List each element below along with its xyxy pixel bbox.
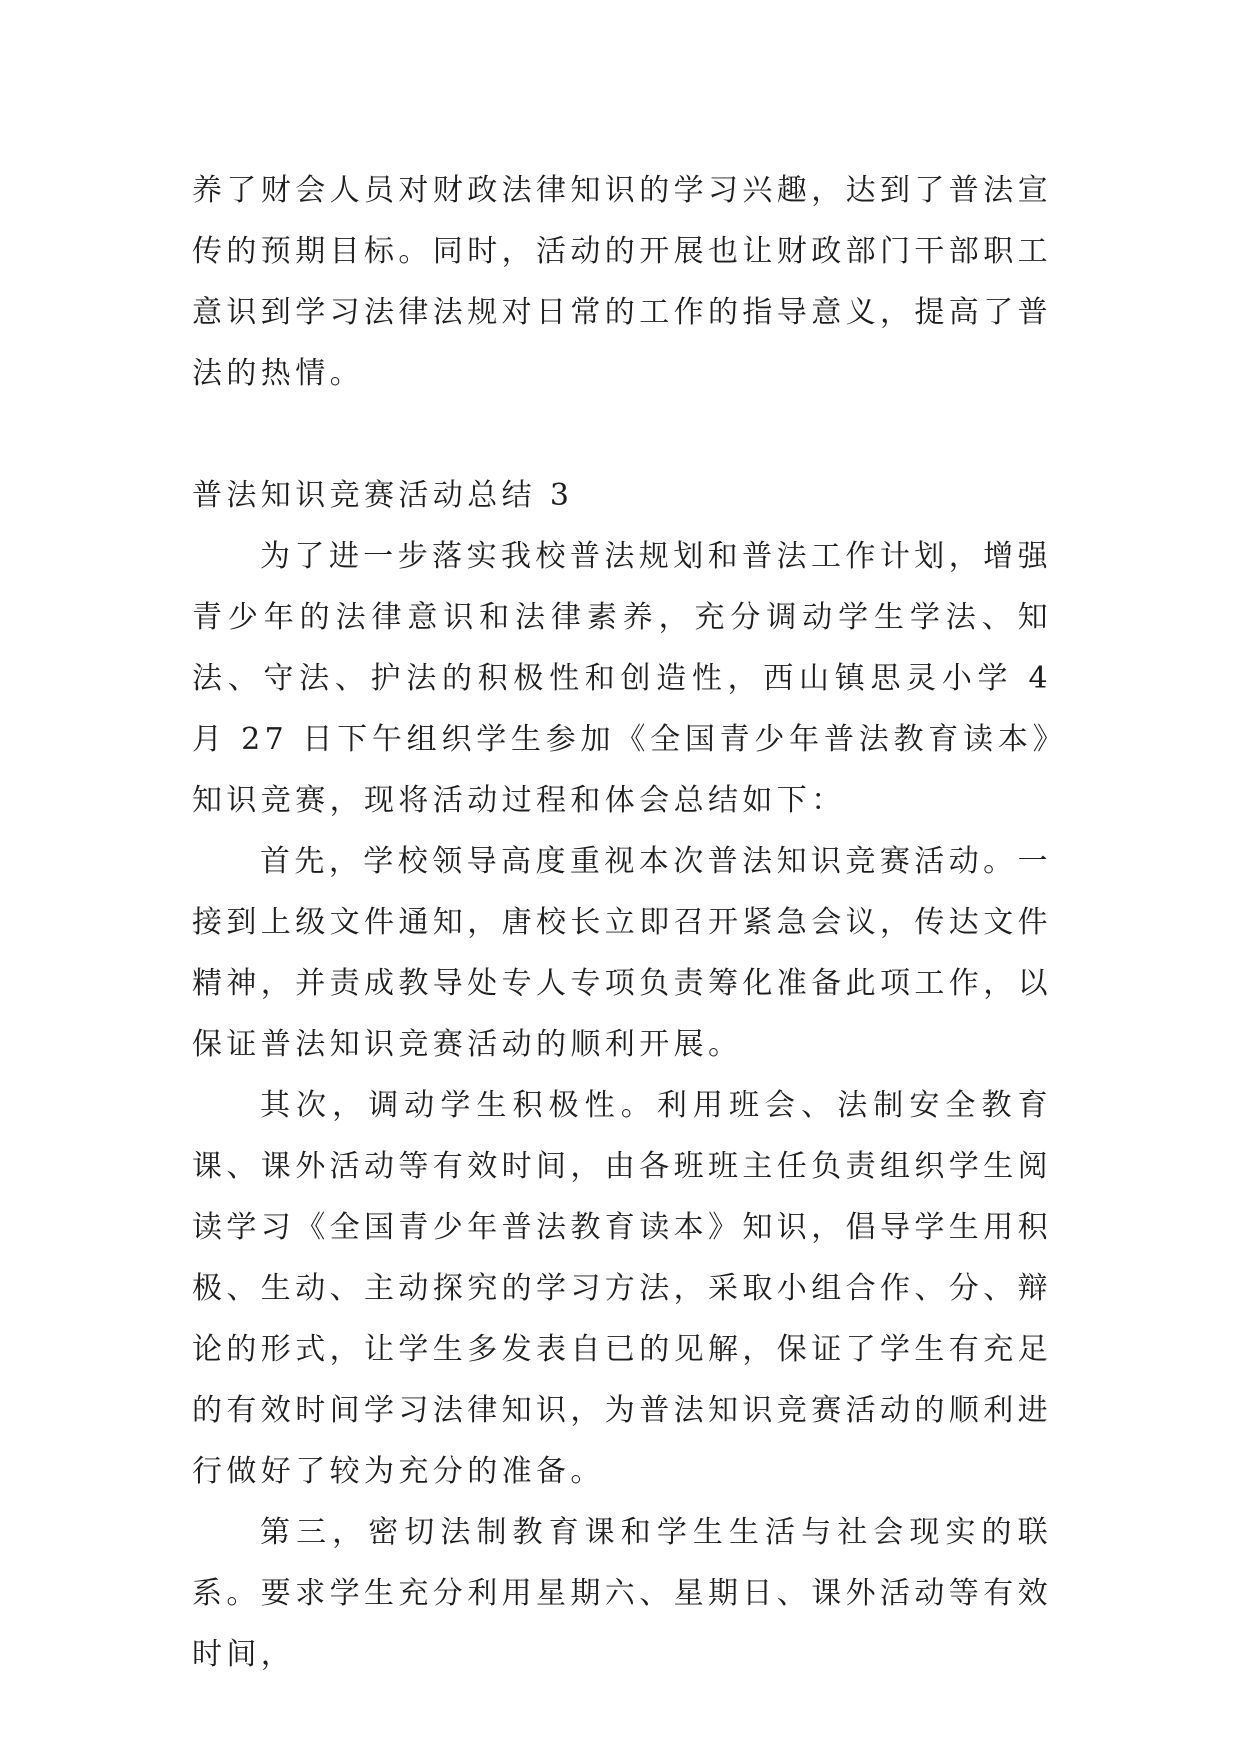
body-paragraph-4: 第三，密切法制教育课和学生生活与社会现实的联系。要求学生充分利用星期六、星期日、课外活动等有效时间，	[192, 1515, 1052, 1672]
intro-paragraph: 养了财会人员对财政法律知识的学习兴趣，达到了普法宣传的预期目标。同时，活动的开展也让财政部门干部职工意识到学习法律法规对日常的工作的指导意义，提高了普法的热情。	[192, 173, 1052, 391]
body-paragraph-1: 为了进一步落实我校普法规划和普法工作计划，增强青少年的法律意识和法律素养，充分调动学生学法、知法、守法、护法的积极性和创造性，西山镇思灵小学 4 月 27 日下午组织学生参加《全国青少年普法教育读本》知识竞赛，现将活动过程和体会总结如下：	[192, 539, 1052, 818]
document-body	[192, 160, 1052, 1685]
body-paragraph-2: 首先，学校领导高度重视本次普法知识竞赛活动。一接到上级文件通知，唐校长立即召开紧急会议，传达文件精神，并责成教导处专人专项负责筹化准备此项工作，以保证普法知识竞赛活动的顺利开展。	[192, 844, 1052, 1062]
section-heading: 普法知识竞赛活动总结 3	[192, 478, 574, 513]
body-paragraph-3: 其次，调动学生积极性。利用班会、法制安全教育课、课外活动等有效时间，由各班班主任负责组织学生阅读学习《全国青少年普法教育读本》知识，倡导学生用积极、生动、主动探究的学习方法，采取小组合作、分、辩论的形式，让学生多发表自已的见解，保证了学生有充足的有效时间学习法律知识，为普法知识竞赛活动的顺利进行做好了较为充分的准备。	[192, 1088, 1052, 1489]
